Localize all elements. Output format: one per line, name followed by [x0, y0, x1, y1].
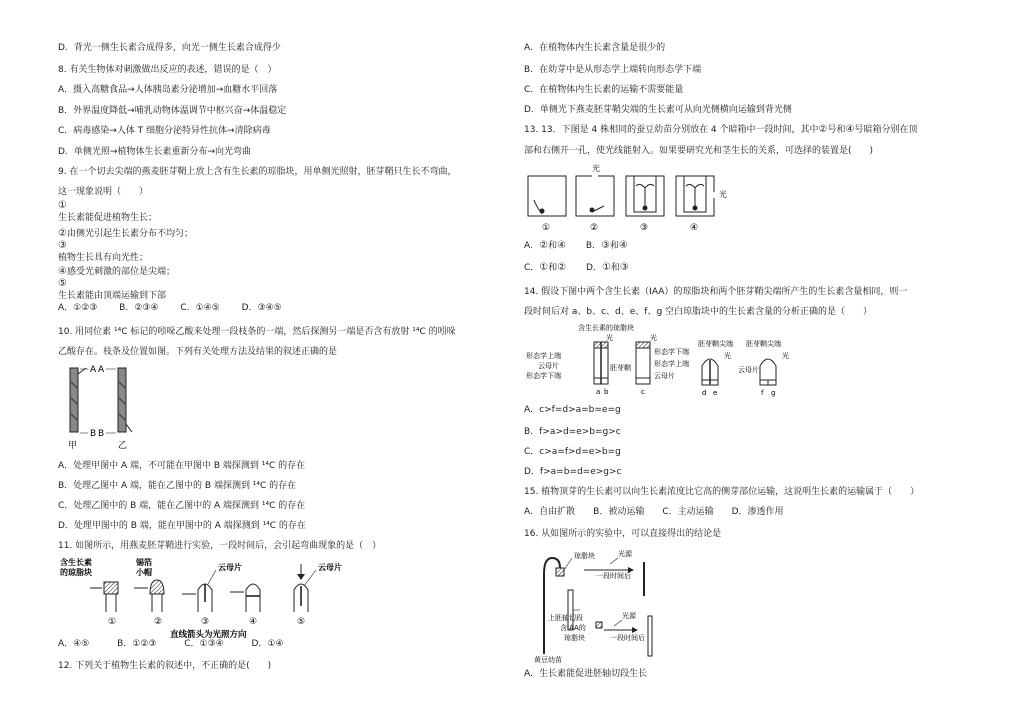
q10-branch-figure	[60, 362, 150, 452]
label-light-1: 光源	[618, 550, 632, 558]
label-b-jia: B	[90, 429, 97, 439]
pointer-line	[208, 570, 216, 584]
option-letter: D．	[251, 639, 268, 649]
conjunction: 和	[610, 263, 620, 273]
option-value: ③④⑤	[257, 303, 282, 313]
q9-options	[58, 302, 282, 314]
q10-option-c: C．处理乙图中的 B 端，能在乙图中的 A 端探测到 ¹⁴C 的存在	[58, 501, 306, 511]
arrow-head	[297, 574, 305, 580]
block-e	[710, 380, 718, 385]
label-upper-1: 形态学上端	[526, 352, 561, 360]
label-a: a	[596, 388, 601, 396]
q10-option-b: B．处理乙图中 A 端，能在乙图中的 B 端探测到 ¹⁴C 的存在	[58, 481, 297, 491]
option-letter: C．	[184, 639, 200, 649]
arrow-head-2	[632, 627, 638, 633]
label-agar: 琼脂块	[574, 552, 595, 560]
label-a-jia: A	[90, 365, 97, 375]
label-4: ④	[249, 617, 258, 627]
circled-number: ③	[58, 240, 67, 251]
conjunction: 和	[548, 263, 558, 273]
seed-2	[590, 208, 595, 213]
label-e: e	[713, 389, 718, 397]
q13-figure	[526, 162, 726, 234]
stem-part: 号和	[827, 125, 846, 135]
option-value: ①④⑤	[195, 303, 220, 313]
label-time-2: 一段时间后	[610, 634, 645, 642]
q8-option-c: C．病毒感染→人体 T 细胞分泌特异性抗体→清除病毒	[58, 126, 271, 136]
label-b: b	[604, 388, 609, 396]
label-tip-2: 胚芽鞘尖端	[746, 340, 781, 348]
q9-stem-line1: 9. 在一个切去尖端的燕麦胚芽鞘上放上含有生长素的琼脂块，用单侧光照射，胚芽鞘只生长不弯曲，	[58, 167, 457, 177]
q12-option-d: D．单侧光下燕麦胚芽鞘尖端的生长素可从向光侧横向运输到背光侧	[524, 105, 792, 115]
option-letter: B．	[119, 303, 135, 313]
agar-block-1	[104, 582, 118, 594]
label-light-2: 光	[650, 334, 657, 342]
tip-right	[760, 359, 776, 380]
top-agar	[556, 568, 564, 576]
option-letter: C．	[524, 263, 540, 273]
branch-jia	[70, 368, 78, 432]
circled-number: ④	[557, 240, 567, 251]
q13-options-row2	[524, 262, 629, 274]
q9-statement-5-text: 生长素能由顶端运输到下部	[58, 291, 167, 301]
label-agar-1: 含生长素	[60, 558, 92, 567]
option-value: ②③④	[134, 303, 159, 313]
circled-number: ②	[539, 240, 549, 251]
q9-statement-2	[58, 228, 193, 240]
option-letter: D．	[586, 263, 602, 273]
q9-statement-2-text: 由侧光引起生长素分布不均匀；	[66, 229, 193, 239]
circled-number: ①	[539, 262, 549, 273]
foil-cap	[150, 580, 164, 594]
label-foil-1: 锡箔	[136, 558, 152, 567]
q12-option-c: C．在植物体内生长素的运输不需要能量	[524, 85, 684, 95]
circled-number: ①	[601, 262, 611, 273]
option-letter: C．	[180, 303, 196, 313]
q13-options-row1	[524, 240, 628, 252]
option-value: ④⑤	[73, 639, 90, 649]
q14-option-b: B．f>a>d=e>b=g>c	[524, 427, 621, 437]
label-b-yi: B	[98, 429, 105, 439]
q14-stem-line2: 段时间后对 a、b、c、d、e、f、g 空白琼脂块中的生长素含量的分析正确的是（ ）	[524, 307, 873, 317]
q11-stem: 11. 如图所示，用燕麦胚芽鞘进行实验，一段时间后，会引起弯曲现象的是（ ）	[58, 541, 382, 551]
option-letter: B．	[585, 241, 602, 251]
circled-number: ②	[818, 124, 828, 135]
box-2-hole	[592, 174, 598, 178]
label-mica-3: 云母片	[218, 563, 242, 572]
option-letter: D．	[241, 303, 258, 313]
circled-number: ⑤	[58, 278, 67, 289]
conjunction: 和	[548, 241, 558, 251]
q9-statement-3	[58, 240, 148, 264]
label-iaa: 含IAA的	[560, 624, 586, 632]
q8-stem: 8. 有关生物体对刺激做出反应的表述，错误的是（ ）	[58, 65, 277, 75]
label-seedling: 黄豆幼苗	[534, 656, 562, 664]
q16-figure	[526, 544, 676, 664]
option-letter: A．	[58, 639, 74, 649]
label-jia: 甲	[68, 441, 78, 451]
label-1: ①	[542, 223, 551, 233]
label-3: ③	[640, 223, 649, 233]
circled-number: ②	[557, 262, 567, 273]
q8-option-a: A．摄入高糖食品→人体胰岛素分泌增加→血糖水平回落	[58, 85, 278, 95]
q10-option-a: A．处理甲图中 A 端，不可能在甲图中 B 端探测到 ¹⁴C 的存在	[58, 461, 306, 471]
label-1: ①	[108, 617, 117, 627]
block-f	[760, 380, 768, 385]
seed-1	[540, 209, 545, 214]
label-mica-2: 云母片	[654, 372, 675, 380]
label-agar-2: 的琼脂块	[60, 568, 92, 577]
q9-statement-1	[58, 200, 157, 224]
label-3: ③	[201, 617, 210, 627]
label-light-2: 光	[719, 190, 727, 199]
leaves-4	[686, 184, 704, 188]
pointer-line	[304, 570, 316, 586]
label-mica-3: 云母片	[738, 366, 759, 374]
label-a-yi: A	[98, 365, 105, 375]
label-light-2: 光源	[622, 612, 636, 620]
seed-3	[643, 206, 648, 211]
circled-number: ④	[845, 124, 855, 135]
label-foil-2: 小帽	[136, 568, 152, 577]
q15-options: A．自由扩散 B．被动运输 C．主动运输 D．渗透作用	[524, 507, 784, 517]
label-light-1: 光	[606, 334, 613, 342]
label-tip-1: 胚芽鞘尖端	[698, 340, 733, 348]
stem-part: 号暗箱分别在顶	[854, 125, 918, 135]
seed-4	[693, 206, 698, 211]
q10-stem-line2: 乙酸存在。枝条及位置如图。下列有关处理方法及结果的叙述正确的是	[58, 347, 338, 357]
label-g: g	[771, 389, 776, 397]
label-4: ④	[690, 223, 699, 233]
q10-stem-line1: 10. 用同位素 ¹⁴C 标记的吲哚乙酸来处理一段枝条的一端，然后探测另一端是否含有放射 ¹⁴C 的吲哚	[58, 327, 456, 337]
left-column	[0, 0, 470, 724]
block-g	[768, 380, 776, 385]
q15-stem: 15. 植物顶芽的生长素可以向生长素浓度比它高的侧芽部位运输，这说明生长素的运输属于（ ）	[524, 487, 920, 497]
label-light-4: 光	[782, 352, 789, 360]
circled-number: ②	[58, 228, 67, 239]
circled-number: ④	[58, 266, 67, 277]
q14-stem-line1: 14. 假设下图中两个含生长素（IAA）的琼脂块和两个胚芽鞘尖端所产生的生长素含量相同，则一	[524, 287, 908, 297]
leaves-3	[636, 184, 654, 188]
label-light-3: 光	[724, 352, 731, 360]
q7-option-d: D．背光一侧生长素合成得多，向光一侧生长素合成得少	[58, 43, 281, 53]
q9-statement-4-text: 感受光刺激的部位是尖端；	[66, 267, 175, 277]
block-b	[601, 378, 608, 384]
block-a	[594, 378, 601, 384]
right-column	[512, 0, 1012, 724]
label-f: f	[761, 389, 764, 397]
q8-option-b: B．外界温度降低→哺乳动物体温调节中枢兴奋→体温稳定	[58, 106, 287, 116]
q11-options	[58, 638, 284, 650]
q13-stem-line1	[524, 124, 918, 136]
label-upper-2: 形态学上端	[654, 360, 689, 368]
iaa-agar-block	[596, 622, 602, 628]
label-2: ②	[590, 223, 599, 233]
bud-yi	[126, 424, 132, 432]
q8-option-d: D．单侧光照→植物体生长素重新分布→向光弯曲	[58, 147, 252, 157]
q16-stem: 16. 从如图所示的实验中，可以直接得出的结论是	[524, 529, 722, 539]
label-coleoptile: 胚芽鞘	[610, 364, 631, 372]
option-value: ①④	[267, 639, 284, 649]
option-letter: B．	[117, 639, 133, 649]
coleoptile-4	[246, 584, 260, 612]
box-4-hole	[712, 192, 716, 198]
q9-statement-3-text: 植物生长具有向光性；	[58, 253, 149, 263]
option-value: ①③④	[199, 639, 224, 649]
light-ray	[610, 558, 618, 564]
label-yi: 乙	[118, 441, 128, 451]
conjunction: 和	[610, 241, 620, 251]
pointer-line	[564, 558, 572, 570]
label-mica-1: 云母片	[538, 362, 559, 370]
q12-stem: 12. 下列关于植物生长素的叙述中，不正确的是( )	[58, 661, 272, 671]
q9-stem-line2: 这一现象说明（ ）	[58, 187, 149, 197]
q10-option-d: D．处理甲图中的 B 端，能在甲图中的 A 端探测到 ¹⁴C 的存在	[58, 521, 306, 531]
block-c	[636, 378, 650, 384]
label-lower-1: 形态学下端	[526, 372, 561, 380]
label-mica-5: 云母片	[318, 563, 342, 572]
stem-part: 13. 13．下图是 4 株相同的蚕豆幼苗分别放在 4 个暗箱中一段时间，其中	[524, 125, 819, 135]
circled-number: ③	[601, 240, 611, 251]
figure-caption: 直线箭头为光照方向	[170, 630, 247, 640]
label-cut-segment: 上胚轴切段	[548, 614, 583, 622]
label-2: ②	[154, 617, 163, 627]
coleoptile-segment-middle	[636, 348, 650, 378]
option-value: ①②③	[132, 639, 157, 649]
q13-stem-line2: 部和右侧开一孔，使光线能射入。如果要研究光和茎生长的关系，可选择的装置是( )	[524, 146, 874, 156]
option-value: ①②③	[73, 303, 98, 313]
label-d: d	[702, 389, 707, 397]
branch-yi	[118, 368, 126, 432]
label-light-1: 光	[592, 164, 600, 173]
box-1	[528, 176, 566, 216]
label-lower-2: 形态学下端	[654, 348, 689, 356]
circled-number: ③	[619, 262, 629, 273]
q14-option-c: C．c>a=f>d=e>b=g	[524, 447, 621, 457]
q16-option-a: A．生长素能促进胚轴切段生长	[524, 669, 648, 679]
q12-option-a: A．在植物体内生长素含量是很少的	[524, 43, 666, 53]
option-letter: A．	[524, 241, 540, 251]
option-letter: A．	[58, 303, 74, 313]
q9-statement-4	[58, 266, 175, 278]
circled-number: ④	[619, 240, 629, 251]
agar-middle-top	[636, 342, 650, 348]
q14-option-d: D．f>a=b=d=e>g>c	[524, 467, 622, 477]
label-agar-2: 琼脂块	[564, 634, 585, 642]
light-ray	[614, 620, 622, 626]
label-c: c	[641, 388, 645, 396]
q9-statement-1-text: 生长素能促进植物生长；	[58, 213, 158, 223]
result-segment-2	[648, 616, 652, 656]
label-5: ⑤	[297, 617, 306, 627]
label-time-1: 一段时间后	[596, 572, 631, 580]
block-d	[702, 380, 710, 385]
q14-figure	[524, 322, 814, 398]
circled-number: ①	[58, 200, 67, 211]
q14-option-a: A．c>f=d>a=b=e=g	[524, 405, 621, 415]
q9-statement-5	[58, 278, 166, 302]
q11-figure	[60, 556, 360, 640]
label-agar-block: 含生长素的琼脂块	[578, 324, 634, 332]
q12-option-b: B．在幼芽中是从形态学上端转向形态学下端	[524, 65, 702, 75]
